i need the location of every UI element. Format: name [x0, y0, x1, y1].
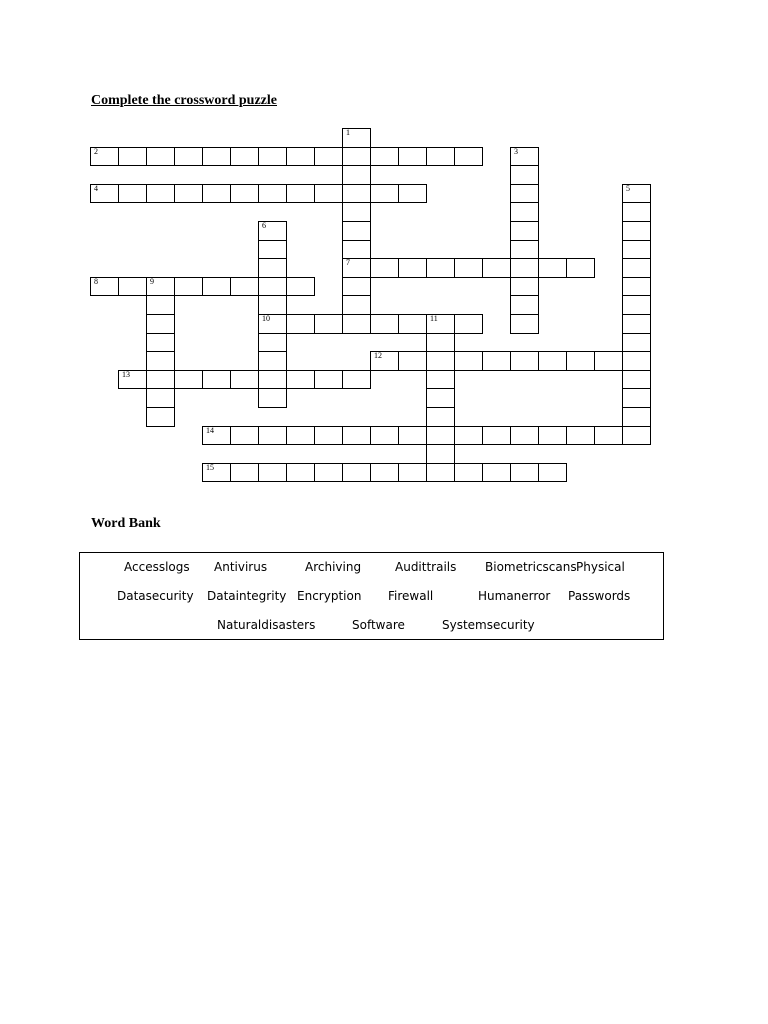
crossword-cell[interactable] — [510, 184, 539, 204]
crossword-cell[interactable] — [398, 184, 427, 204]
word-bank-title: Word Bank — [91, 516, 161, 531]
crossword-cell[interactable] — [258, 463, 287, 483]
crossword-cell[interactable] — [146, 277, 175, 297]
crossword-cell[interactable] — [342, 314, 371, 334]
crossword-cell[interactable] — [370, 426, 399, 446]
crossword-cell[interactable] — [314, 147, 343, 167]
crossword-cell[interactable] — [230, 370, 259, 390]
crossword-cell[interactable] — [454, 147, 483, 167]
clue-number: 2 — [94, 146, 98, 156]
crossword-cell[interactable] — [510, 221, 539, 241]
crossword-cell[interactable] — [258, 314, 287, 334]
crossword-cell[interactable] — [202, 426, 231, 446]
crossword-cell[interactable] — [482, 463, 511, 483]
crossword-cell[interactable] — [566, 258, 595, 278]
crossword-cell[interactable] — [286, 426, 315, 446]
word-bank-item: Systemsecurity — [442, 618, 535, 632]
crossword-cell[interactable] — [230, 277, 259, 297]
word-bank-item: Datasecurity — [117, 589, 194, 603]
crossword-cell[interactable] — [258, 240, 287, 260]
crossword-cell[interactable] — [510, 351, 539, 371]
crossword-cell[interactable] — [426, 370, 455, 390]
crossword-cell[interactable] — [426, 444, 455, 464]
clue-number: 7 — [346, 258, 350, 268]
crossword-cell[interactable] — [342, 184, 371, 204]
crossword-cell[interactable] — [258, 184, 287, 204]
crossword-cell[interactable] — [146, 147, 175, 167]
crossword-cell[interactable] — [426, 351, 455, 371]
crossword-cell[interactable] — [258, 370, 287, 390]
crossword-cell[interactable] — [90, 147, 119, 167]
crossword-cell[interactable] — [286, 370, 315, 390]
crossword-cell[interactable] — [174, 184, 203, 204]
crossword-cell[interactable] — [258, 221, 287, 241]
crossword-cell[interactable] — [482, 426, 511, 446]
word-bank-item: Accesslogs — [124, 560, 190, 574]
crossword-cell[interactable] — [146, 407, 175, 427]
crossword-cell[interactable] — [230, 463, 259, 483]
crossword-cell[interactable] — [510, 202, 539, 222]
crossword-cell[interactable] — [398, 314, 427, 334]
crossword-cell[interactable] — [146, 184, 175, 204]
crossword-grid — [0, 0, 768, 500]
crossword-cell[interactable] — [342, 295, 371, 315]
crossword-cell[interactable] — [370, 184, 399, 204]
crossword-cell[interactable] — [622, 426, 651, 446]
word-bank-item: Passwords — [568, 589, 631, 603]
word-bank-item: Software — [352, 618, 405, 632]
crossword-cell[interactable] — [426, 147, 455, 167]
crossword-cell[interactable] — [146, 333, 175, 353]
crossword-cell[interactable] — [342, 277, 371, 297]
crossword-cell[interactable] — [286, 463, 315, 483]
crossword-cell[interactable] — [258, 147, 287, 167]
crossword-cell[interactable] — [510, 463, 539, 483]
crossword-cell[interactable] — [174, 147, 203, 167]
crossword-cell[interactable] — [538, 463, 567, 483]
word-bank-item: Encryption — [297, 589, 362, 603]
crossword-cell[interactable] — [314, 463, 343, 483]
clue-number: 9 — [150, 276, 154, 286]
crossword-cell[interactable] — [286, 314, 315, 334]
crossword-cell[interactable] — [398, 426, 427, 446]
crossword-cell[interactable] — [426, 388, 455, 408]
crossword-cell[interactable] — [510, 165, 539, 185]
crossword-cell[interactable] — [314, 184, 343, 204]
crossword-cell[interactable] — [342, 370, 371, 390]
crossword-cell[interactable] — [594, 351, 623, 371]
clue-number: 11 — [430, 314, 438, 323]
crossword-cell[interactable] — [258, 258, 287, 278]
crossword-cell[interactable] — [342, 165, 371, 185]
crossword-cell[interactable] — [510, 295, 539, 315]
crossword-cell[interactable] — [622, 184, 651, 204]
crossword-cell[interactable] — [174, 277, 203, 297]
crossword-cell[interactable] — [202, 463, 231, 483]
crossword-cell[interactable] — [454, 351, 483, 371]
word-bank-item: Archiving — [305, 560, 362, 574]
crossword-cell[interactable] — [622, 370, 651, 390]
crossword-cell[interactable] — [314, 314, 343, 334]
crossword-cell[interactable] — [230, 426, 259, 446]
crossword-cell[interactable] — [286, 184, 315, 204]
crossword-cell[interactable] — [538, 426, 567, 446]
crossword-cell[interactable] — [426, 463, 455, 483]
crossword-cell[interactable] — [230, 147, 259, 167]
crossword-cell[interactable] — [622, 407, 651, 427]
crossword-cell[interactable] — [538, 258, 567, 278]
crossword-cell[interactable] — [398, 258, 427, 278]
word-bank-item: Humanerror — [478, 589, 551, 603]
crossword-cell[interactable] — [118, 184, 147, 204]
crossword-cell[interactable] — [342, 128, 371, 148]
crossword-cell[interactable] — [510, 240, 539, 260]
crossword-cell[interactable] — [398, 463, 427, 483]
crossword-cell[interactable] — [202, 277, 231, 297]
crossword-cell[interactable] — [258, 277, 287, 297]
crossword-cell[interactable] — [370, 314, 399, 334]
crossword-cell[interactable] — [202, 370, 231, 390]
crossword-cell[interactable] — [146, 314, 175, 334]
crossword-cell[interactable] — [594, 426, 623, 446]
crossword-cell[interactable] — [622, 277, 651, 297]
crossword-cell[interactable] — [90, 277, 119, 297]
crossword-cell[interactable] — [314, 426, 343, 446]
crossword-cell[interactable] — [118, 147, 147, 167]
crossword-cell[interactable] — [510, 426, 539, 446]
word-bank-item: Antivirus — [214, 560, 268, 574]
crossword-cell[interactable] — [342, 426, 371, 446]
crossword-cell[interactable] — [258, 333, 287, 353]
crossword-cell[interactable] — [510, 258, 539, 278]
crossword-cell[interactable] — [146, 370, 175, 390]
crossword-cell[interactable] — [566, 351, 595, 371]
crossword-cell[interactable] — [398, 147, 427, 167]
clue-number: 12 — [374, 351, 382, 361]
crossword-cell[interactable] — [118, 277, 147, 297]
crossword-cell[interactable] — [454, 258, 483, 278]
crossword-cell[interactable] — [426, 333, 455, 353]
word-bank-item: Physical — [576, 560, 625, 574]
word-bank-box — [79, 552, 664, 640]
crossword-cell[interactable] — [202, 147, 231, 167]
crossword-cell[interactable] — [258, 351, 287, 371]
crossword-cell[interactable] — [622, 221, 651, 241]
clue-number: 8 — [94, 276, 98, 286]
crossword-cell[interactable] — [118, 370, 147, 390]
crossword-cell[interactable] — [146, 351, 175, 371]
clue-number: 3 — [514, 146, 518, 156]
crossword-cell[interactable] — [454, 463, 483, 483]
word-bank-item: Firewall — [388, 589, 434, 603]
crossword-cell[interactable] — [622, 314, 651, 334]
clue-number: 14 — [206, 425, 214, 435]
word-bank-item: Dataintegrity — [207, 589, 287, 603]
crossword-cell[interactable] — [370, 258, 399, 278]
crossword-cell[interactable] — [342, 258, 371, 278]
word-bank-item: Naturaldisasters — [217, 618, 316, 632]
crossword-cell[interactable] — [622, 240, 651, 260]
crossword-cell[interactable] — [622, 295, 651, 315]
crossword-cell[interactable] — [342, 202, 371, 222]
crossword-cell[interactable] — [622, 258, 651, 278]
crossword-cell[interactable] — [622, 388, 651, 408]
crossword-cell[interactable] — [174, 370, 203, 390]
crossword-cell[interactable] — [258, 388, 287, 408]
crossword-cell[interactable] — [370, 463, 399, 483]
crossword-cell[interactable] — [90, 184, 119, 204]
clue-number: 1 — [346, 128, 350, 137]
crossword-cell[interactable] — [370, 147, 399, 167]
crossword-cell[interactable] — [426, 314, 455, 334]
clue-number: 15 — [206, 462, 214, 472]
crossword-cell[interactable] — [342, 147, 371, 167]
crossword-cell[interactable] — [258, 295, 287, 315]
crossword-cell[interactable] — [622, 202, 651, 222]
clue-number: 4 — [94, 183, 98, 193]
crossword-cell[interactable] — [342, 463, 371, 483]
crossword-cell[interactable] — [202, 184, 231, 204]
crossword-cell[interactable] — [258, 426, 287, 446]
crossword-cell[interactable] — [566, 426, 595, 446]
crossword-cell[interactable] — [426, 407, 455, 427]
crossword-cell[interactable] — [370, 351, 399, 371]
crossword-cell[interactable] — [398, 351, 427, 371]
crossword-cell[interactable] — [510, 314, 539, 334]
clue-number: 10 — [262, 314, 270, 323]
crossword-cell[interactable] — [146, 388, 175, 408]
clue-number: 6 — [262, 221, 266, 230]
crossword-cell[interactable] — [622, 333, 651, 353]
crossword-cell[interactable] — [538, 351, 567, 371]
crossword-cell[interactable] — [454, 314, 483, 334]
crossword-cell[interactable] — [482, 258, 511, 278]
crossword-cell[interactable] — [314, 370, 343, 390]
crossword-cell[interactable] — [230, 184, 259, 204]
crossword-cell[interactable] — [510, 147, 539, 167]
word-bank-item: Audittrails — [395, 560, 457, 574]
page-title: Complete the crossword puzzle — [91, 93, 277, 108]
word-bank-item: Biometricscans — [485, 560, 577, 574]
crossword-cell[interactable] — [510, 277, 539, 297]
crossword-cell[interactable] — [286, 277, 315, 297]
clue-number: 5 — [626, 183, 630, 193]
crossword-cell[interactable] — [482, 351, 511, 371]
crossword-cell[interactable] — [342, 240, 371, 260]
crossword-cell[interactable] — [622, 351, 651, 371]
clue-number: 13 — [122, 369, 130, 379]
crossword-cell[interactable] — [426, 258, 455, 278]
crossword-cell[interactable] — [286, 147, 315, 167]
crossword-cell[interactable] — [146, 295, 175, 315]
crossword-cell[interactable] — [426, 426, 455, 446]
crossword-cell[interactable] — [454, 426, 483, 446]
crossword-cell[interactable] — [342, 221, 371, 241]
